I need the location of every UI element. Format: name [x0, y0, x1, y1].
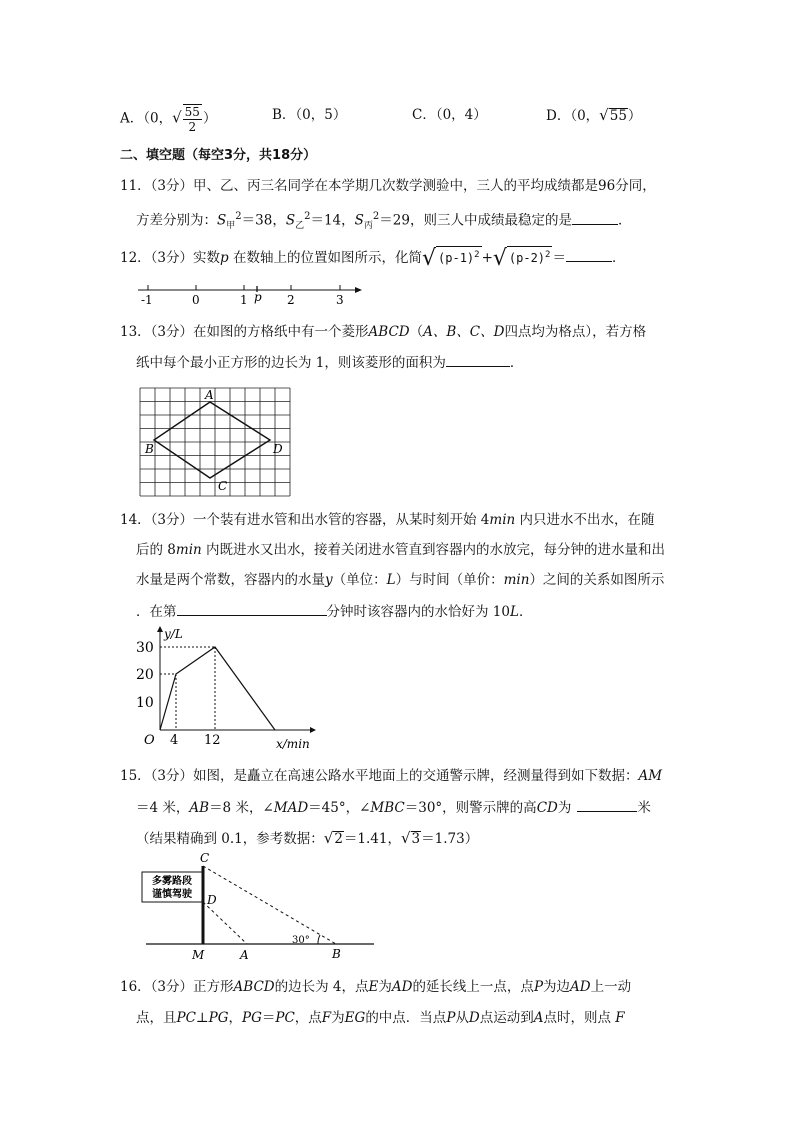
- option-a-end: ）: [202, 110, 217, 127]
- var-ad: AD: [570, 979, 591, 995]
- q16-text: ，点: [294, 1010, 322, 1026]
- sub-bing: 丙: [363, 221, 373, 232]
- q16-text: 16．（3分）正方形: [120, 979, 234, 995]
- var-am: AM: [638, 768, 663, 784]
- option-d-label: D．（0，: [546, 108, 600, 124]
- q12-text: 在数轴上的位置如图所示，化简: [228, 250, 422, 266]
- option-a-label: A．（0，: [120, 110, 173, 127]
- point-label: M: [192, 948, 205, 962]
- q13-line2: [136, 352, 523, 373]
- q13-text: 13．（3分）在如图的方格纸中有一个菱形: [120, 324, 369, 340]
- x-label: x/min: [276, 737, 310, 751]
- sup: 2: [545, 250, 551, 260]
- radicand: 2: [334, 831, 343, 847]
- q14-text: ．在第: [136, 604, 177, 620]
- var-p: p: [220, 250, 229, 266]
- q15-line2: [136, 797, 651, 818]
- q15-text: ＝30°，则警示牌的高: [404, 800, 537, 816]
- value: ＝29，则三人中成绩最稳定的是: [379, 212, 572, 229]
- q16-text: 为边: [543, 979, 571, 995]
- point-label: D: [207, 893, 217, 907]
- origin-label: O: [144, 733, 155, 748]
- fraction: [183, 104, 202, 134]
- var-e: E: [368, 979, 379, 995]
- point-label: B: [332, 947, 341, 961]
- sub-jia: 甲: [226, 221, 236, 232]
- q14-text: 分钟时该容器内的水恰好为 10: [326, 604, 510, 620]
- q13-text: 四点均为格点），若方格: [504, 324, 647, 340]
- tick-label: -1: [141, 293, 153, 307]
- q16-text: 点时，则点: [543, 1010, 611, 1026]
- tick-label: 2: [287, 293, 295, 307]
- sqrt-sign: √: [421, 246, 437, 271]
- sqrt-sign: √: [323, 829, 334, 847]
- var-p: P: [533, 979, 544, 995]
- answer-blank[interactable]: [177, 601, 327, 616]
- unit: 米: [637, 800, 651, 816]
- q13-text: 纸中每个最小正方形的边长为 1，则该菱形的面积为: [136, 355, 446, 371]
- var-pg: PG: [208, 1010, 229, 1026]
- value: ＝14，: [310, 212, 355, 229]
- radicand: [436, 246, 482, 266]
- point-label: C: [200, 852, 210, 865]
- sqrt-sign: √: [492, 246, 507, 271]
- q16-text: 上一动: [590, 979, 632, 995]
- tick-label: 3: [336, 293, 344, 307]
- q15-text: ＝8 米，∠: [209, 800, 274, 816]
- number-line: [130, 280, 370, 310]
- radicand-text: (p-2): [508, 251, 546, 265]
- q15-text: ＝4 米，: [136, 800, 190, 816]
- angle-label: 30°: [292, 935, 310, 946]
- rhombus-grid-figure: [136, 384, 298, 500]
- q16-text: 点运动到: [479, 1010, 534, 1026]
- var-min: min: [503, 572, 530, 588]
- sub-yi: 乙: [295, 221, 305, 232]
- sup: 2: [372, 211, 380, 222]
- var-abcd: ABCD: [233, 979, 275, 995]
- q16-text: 为: [378, 979, 392, 995]
- y-tick: 10: [136, 695, 154, 711]
- var-eg: EG: [344, 1010, 366, 1026]
- sqrt-sign: √: [172, 108, 182, 127]
- var-points: A、B、C、D: [423, 324, 505, 340]
- q14-text: 水量是两个常数，容器内的水量: [136, 572, 325, 588]
- q16-text: 点，且: [136, 1010, 177, 1026]
- tick-label: 1: [240, 293, 248, 307]
- tick-label: 0: [192, 293, 200, 307]
- radicand-text: (p-1): [438, 251, 475, 265]
- q16-text: 的边长为 4，点: [274, 979, 369, 995]
- q13-line1: [120, 322, 646, 342]
- q16-text: 的中点．当点: [365, 1010, 447, 1026]
- q14-line3: [136, 570, 664, 590]
- var-s: S: [285, 212, 296, 229]
- q13-text: （: [409, 324, 424, 340]
- q14-text: 14．（3分）一个装有进水管和出水管的容器，从某时刻开始 4: [120, 512, 490, 528]
- line-da: [203, 902, 247, 944]
- vertex-label: C: [218, 479, 228, 493]
- var-pc: PC: [275, 1010, 295, 1026]
- q15-text: 为: [557, 800, 572, 816]
- water-volume-chart: [130, 624, 320, 752]
- var-abcd: ABCD: [368, 324, 410, 340]
- y-label: y/L: [164, 627, 183, 641]
- var-pc: PC: [176, 1010, 196, 1026]
- plus: +: [481, 250, 493, 266]
- period: ．: [518, 604, 533, 620]
- y-tick: 30: [136, 640, 154, 656]
- q15-line3: [136, 828, 478, 849]
- q15-text: 15．（3分）如图，是矗立在高速公路水平地面上的交通警示牌，经测量得到如下数据：: [120, 768, 639, 784]
- answer-blank[interactable]: [577, 797, 637, 812]
- q14-line4: [136, 601, 532, 622]
- q11-line1: 11．（3分）甲、乙、丙三名同学在本学期几次数学测验中，三人的平均成绩都是96分同，: [120, 178, 656, 194]
- var-l: L: [509, 604, 519, 620]
- q16-line2: [136, 1008, 625, 1028]
- sqrt-sign: √: [400, 829, 411, 847]
- x-tick: 12: [204, 733, 221, 748]
- point-label: p: [254, 290, 262, 304]
- option-d-end: ）: [627, 108, 642, 124]
- q15-line1: [120, 766, 662, 786]
- var-mad: MAD: [273, 800, 309, 816]
- q16-text: ，: [228, 1010, 242, 1026]
- q15-text: ＝45°，∠: [308, 800, 371, 816]
- answer-blank[interactable]: [566, 247, 612, 262]
- sup: 2: [304, 211, 311, 222]
- q14-text: 内既进水又出水，接着关闭进水管直到容器内的水放完，每分钟的进水量和出: [201, 542, 666, 558]
- q14-line2: [136, 540, 665, 560]
- y-axis-arrow: [157, 626, 163, 632]
- answer-blank[interactable]: [446, 352, 510, 367]
- volume-line: [160, 647, 275, 730]
- sup: 2: [235, 211, 242, 222]
- q16-line1: [120, 977, 631, 997]
- q14-text: 内只进水不出水，在随: [515, 512, 655, 528]
- sup: 2: [474, 250, 480, 260]
- q11-line2: [136, 207, 631, 236]
- q16-text: 从: [455, 1010, 469, 1026]
- period: ．: [617, 212, 632, 229]
- x-axis-arrow: [310, 727, 316, 733]
- option-c: C．（0，4）: [412, 107, 487, 123]
- vertex-label: D: [273, 442, 283, 456]
- var-min: min: [175, 542, 202, 558]
- var-y: y: [325, 572, 333, 588]
- x-tick: 4: [170, 733, 179, 748]
- q16-text: ＝: [261, 1010, 276, 1026]
- option-a: [120, 104, 216, 134]
- q11-text: 方差分别为：: [136, 212, 217, 229]
- perp: ⊥: [195, 1010, 209, 1026]
- var-a: A: [533, 1010, 544, 1026]
- answer-blank[interactable]: [572, 210, 618, 225]
- option-d: [546, 104, 641, 127]
- var-ad: AD: [391, 979, 413, 995]
- vertex-label: A: [205, 388, 214, 402]
- radicand: [507, 246, 553, 266]
- q12-line1: [120, 246, 625, 269]
- option-b: B．（0，5）: [272, 107, 347, 123]
- q12-text: 12．（3分）实数: [120, 250, 221, 266]
- radicand: 3: [411, 831, 421, 847]
- period: ．: [509, 355, 524, 371]
- var-f: F: [321, 1010, 332, 1026]
- point-label: A: [240, 948, 249, 962]
- q14-line1: [120, 510, 655, 530]
- var-p: P: [446, 1010, 456, 1026]
- q14-text: ）之间的关系如图所示: [529, 572, 665, 588]
- section-title: 二、填空题（每空3分，共18分）: [120, 148, 317, 163]
- q14-text: ）与时间（单价：: [395, 572, 504, 588]
- rhombus: [154, 402, 270, 478]
- q16-text: 为: [331, 1010, 345, 1026]
- angle-arc: [318, 935, 320, 944]
- var-l: L: [386, 572, 396, 588]
- period: ．: [611, 250, 626, 266]
- q15-text: ＝1.41，: [343, 831, 401, 847]
- var-ab: AB: [189, 800, 210, 816]
- vertex-label: B: [145, 442, 154, 456]
- var-cd: CD: [536, 800, 558, 816]
- value: ＝38，: [241, 212, 286, 229]
- q15-text: （结果精确到 0.1，参考数据：: [136, 831, 324, 847]
- equals: ＝: [552, 250, 566, 266]
- var-s: S: [217, 212, 227, 229]
- var-f: F: [615, 1010, 625, 1026]
- var-pg: PG: [242, 1010, 262, 1026]
- fraction-denominator: 2: [188, 120, 197, 134]
- q16-text: 的延长线上一点，点: [412, 979, 534, 995]
- y-tick: 20: [136, 667, 154, 683]
- q14-text: 后的 8: [136, 542, 176, 558]
- var-s: S: [354, 212, 364, 229]
- sign-text: 多雾路段: [152, 876, 192, 887]
- q15-text: ＝1.73）: [421, 831, 479, 847]
- radicand: 55: [609, 108, 627, 124]
- sign-figure: [140, 852, 380, 964]
- fraction-numerator: 55: [184, 105, 200, 119]
- sign-text: 谨慎驾驶: [152, 889, 192, 900]
- var-mbc: MBC: [370, 800, 405, 816]
- line-cb: [203, 866, 336, 944]
- var-d: D: [468, 1010, 480, 1026]
- var-min: min: [489, 512, 516, 528]
- sqrt-sign: √: [599, 106, 609, 124]
- q14-text: （单位：: [332, 572, 387, 588]
